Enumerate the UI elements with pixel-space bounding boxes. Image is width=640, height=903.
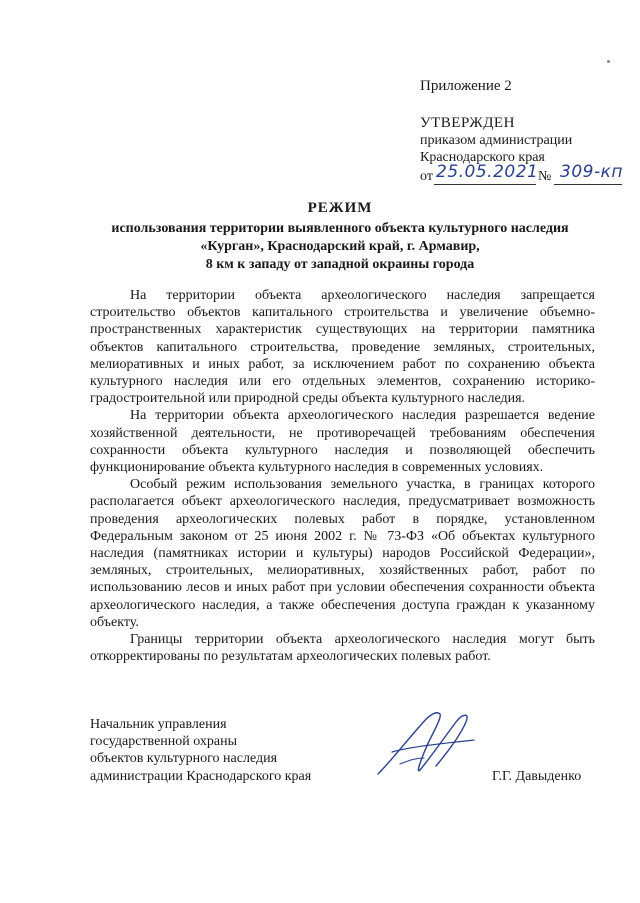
order-line-1: приказом администрации — [420, 133, 573, 148]
order-line-2: Краснодарского края — [420, 150, 545, 165]
order-number-handwritten: 309-кп — [560, 162, 623, 182]
paragraph-special-regime: Особый режим использования земельного участка, в границах которого располагается объект археологического наследия, предусматривает возможность проведения археологических полевых работ в порядке, установленном Федеральным законом от 25 июня 2002 г. № 73-ФЗ «Об объектах культурного наследия (памятниках истории и культуры) народов Российской Федерации», земляных, строительных, мелиоративных, хозяйственных работ, работ по использованию лесов и иных работ при условии обеспечения сохранности объекта археологического наследия, а также обеспечения доступа граждан к указанному объекту. — [90, 477, 595, 630]
appendix-label: Приложение 2 — [420, 78, 512, 94]
paragraph-boundaries: Границы территории объекта археологического наследия могут быть откорректированы по результатам археологических полевых работ. — [90, 632, 595, 665]
title-line-2: «Курган», Краснодарский край, г. Армавир, — [200, 239, 480, 254]
title-line-3: 8 км к западу от западной окраины города — [205, 257, 475, 272]
position-line-1: Начальник управления — [90, 717, 227, 732]
title-heading: РЕЖИМ — [307, 200, 373, 216]
signature-block — [90, 716, 600, 785]
approved-label: УТВЕРЖДЕН — [420, 115, 515, 131]
title-line-1: использования территории выявленного объекта культурного наследия — [111, 221, 569, 236]
paragraph-permissions: На территории объекта археологического наследия разрешается ведение хозяйственной деятельности, не противоречащей требованиям обеспечения сохранности объекта культурного наследия и позволяющей обеспечить функционирование объекта культурного наследия в современных условиях. — [90, 408, 595, 476]
number-underline — [554, 184, 622, 185]
document-title — [80, 200, 600, 274]
order-number-label: № — [538, 169, 552, 184]
position-line-3: объектов культурного наследия — [90, 751, 278, 767]
signer-name: Г.Г. Давыденко — [492, 769, 582, 784]
order-from-label: от — [420, 169, 433, 184]
approval-block — [420, 78, 623, 188]
order-date-handwritten: 25.05.2021 — [436, 162, 539, 182]
document-body — [90, 287, 595, 665]
paragraph-prohibitions: На территории объекта археологического наследия запрещается строительство объектов капитального строительства и увеличение объемно-пространственных характеристик существующих на территории памятника объектов капитального строительства, проведение земляных, строительных, мелиоративных и иных работ, за исключением работ по сохранению объекта культурного наследия или его отдельных элементов, сохранению историко-градостроительной или природной среды объекта культурного наследия. — [90, 288, 595, 407]
date-underline — [434, 184, 536, 185]
handwritten-signature — [370, 704, 480, 784]
position-line-4: администрации Краснодарского края — [90, 768, 312, 784]
order-date-number-line — [420, 162, 623, 188]
scan-speck — [607, 60, 610, 63]
position-line-2: государственной охраны — [90, 734, 238, 750]
